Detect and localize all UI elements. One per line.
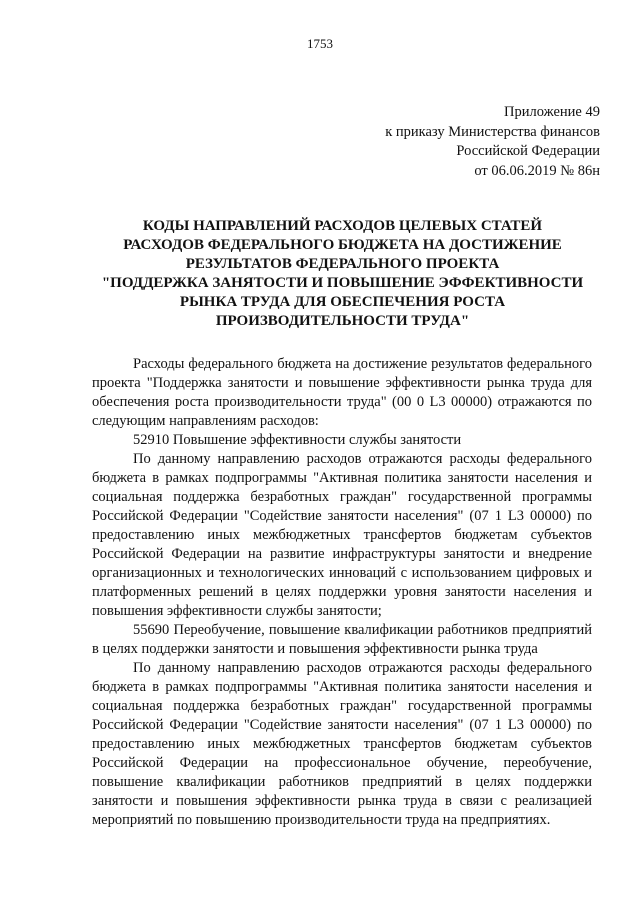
attachment-country: Российской Федерации	[456, 143, 600, 159]
intro-paragraph: Расходы федерального бюджета на достижение результатов федерального проекта "Поддержка занятости и повышение эффективности рынка труда для обеспечения роста производительности труда" (00 0 L3 00000) отражаются по следующим направлениям расходов:	[92, 356, 592, 429]
document-body	[92, 355, 592, 830]
attachment-date-number: от 06.06.2019 № 86н	[474, 162, 600, 179]
page-number: 1753	[307, 36, 333, 51]
attachment-block	[385, 103, 600, 181]
attachment-order-ref: к приказу Министерства финансов	[385, 123, 600, 140]
title-line: РАСХОДОВ ФЕДЕРАЛЬНОГО БЮДЖЕТА НА ДОСТИЖЕНИЕ	[123, 237, 562, 253]
expense-description-52910: По данному направлению расходов отражаются расходы федерального бюджета в рамках подпрограммы "Активная политика занятости населения и социальная поддержка безработных граждан" государственной программы Российской Федерации "Содействие занятости населения" (07 1 L3 00000) по предоставлению иных межбюджетных трансфертов бюджетам субъектов Российской Федерации на развитие инфраструктуры занятости и внедрение организационных и технологических инноваций с использованием цифровых и платформенных решений в целях поддержки уровня занятости населения и повышения эффективности службы занятости;	[92, 451, 592, 619]
attachment-number: Приложение 49	[504, 104, 600, 120]
expense-code-52910: 52910 Повышение эффективности службы занятости	[133, 432, 462, 448]
title-line: РЕЗУЛЬТАТОВ ФЕДЕРАЛЬНОГО ПРОЕКТА	[185, 256, 500, 272]
title-line: РЫНКА ТРУДА ДЛЯ ОБЕСПЕЧЕНИЯ РОСТА	[179, 294, 506, 310]
document-title	[80, 217, 605, 331]
title-line: ПРОИЗВОДИТЕЛЬНОСТИ ТРУДА"	[215, 313, 470, 329]
expense-code-55690: 55690 Переобучение, повышение квалификации работников предприятий в целях поддержки занятости и повышения эффективности рынка труда	[92, 622, 592, 657]
title-line: "ПОДДЕРЖКА ЗАНЯТОСТИ И ПОВЫШЕНИЕ ЭФФЕКТИВНОСТИ	[101, 275, 584, 291]
title-line: КОДЫ НАПРАВЛЕНИЙ РАСХОДОВ ЦЕЛЕВЫХ СТАТЕЙ	[142, 218, 543, 234]
expense-description-55690: По данному направлению расходов отражаются расходы федерального бюджета в рамках подпрограммы "Активная политика занятости населения и социальная поддержка безработных граждан" государственной программы Российской Федерации "Содействие занятости населения" (07 1 L3 00000) по предоставлению иных межбюджетных трансфертов бюджетам субъектов Российской Федерации на профессиональное обучение, переобучение, повышение квалификации работников предприятий в целях поддержки занятости и повышения эффективности рынка труда в связи с реализацией мероприятий по повышению производительности труда на предприятиях.	[92, 660, 592, 828]
